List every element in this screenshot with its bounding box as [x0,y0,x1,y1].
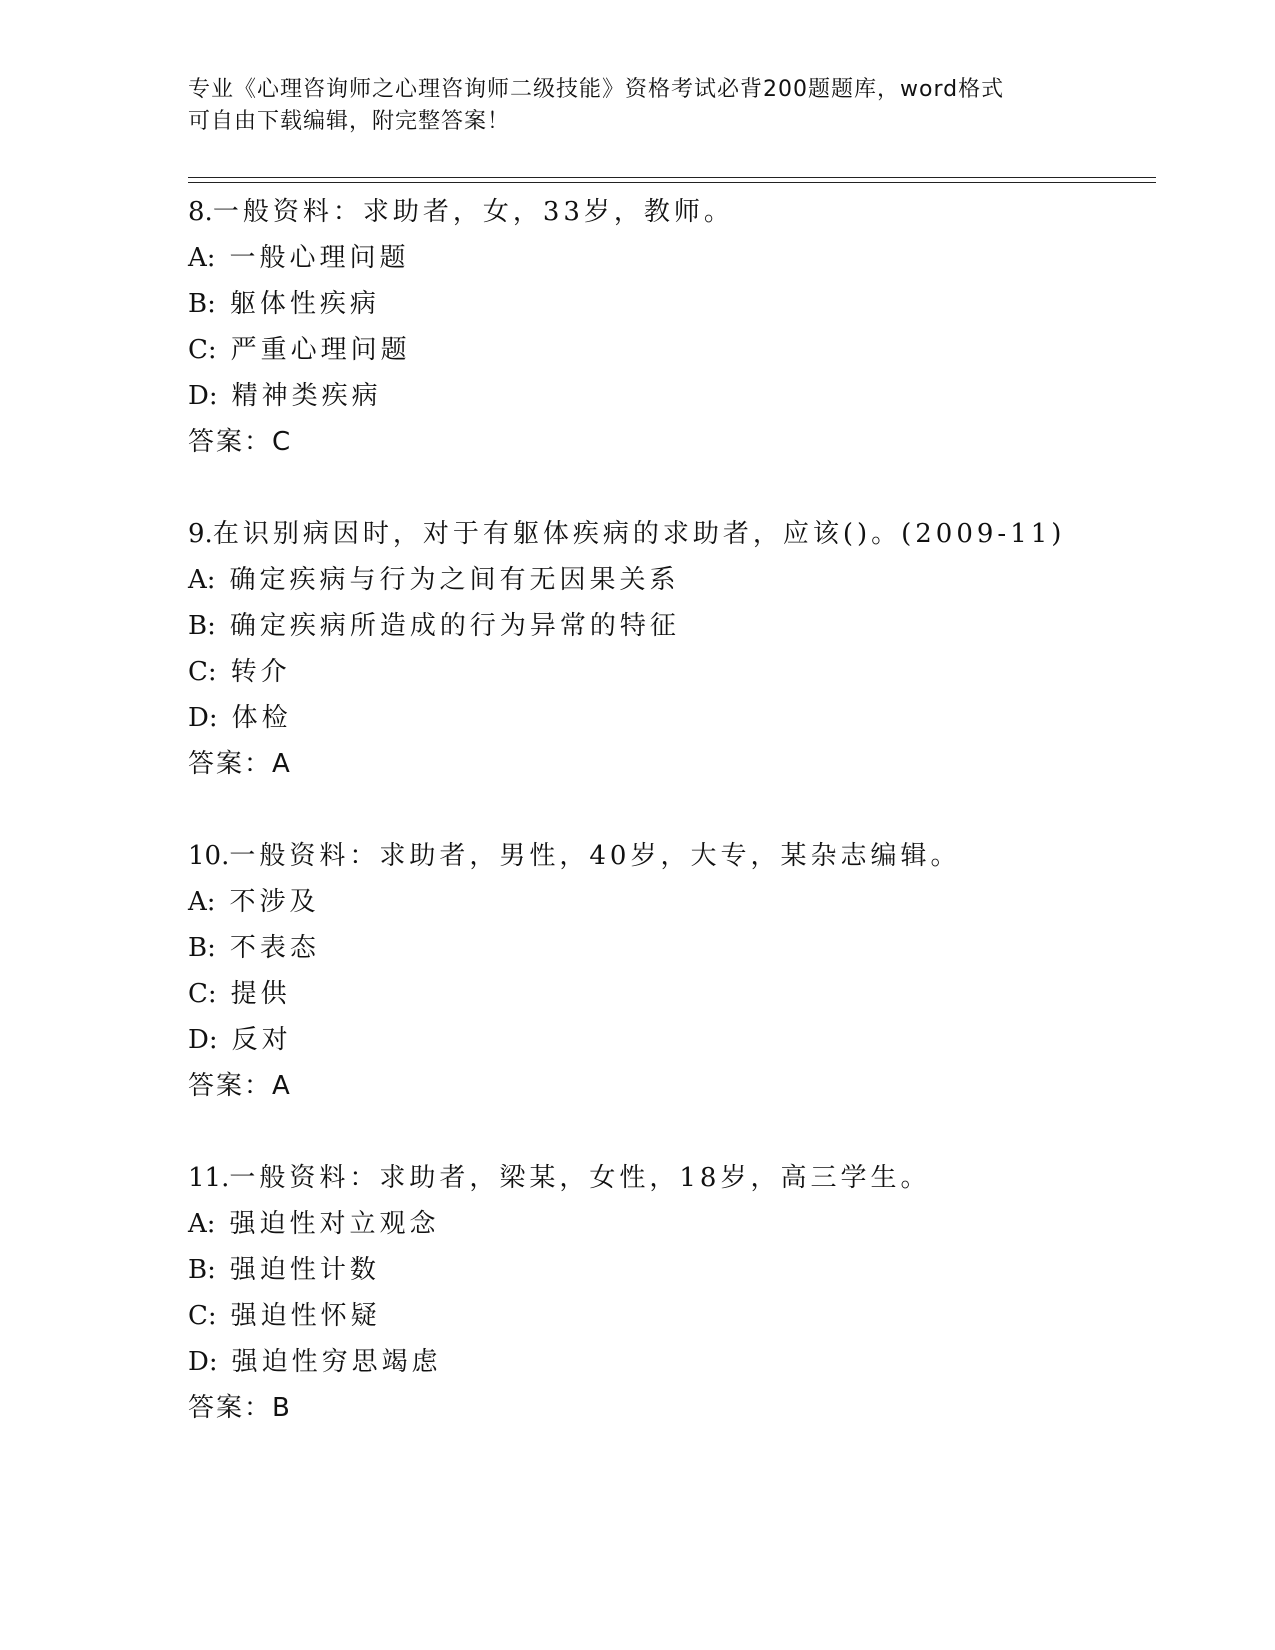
option-text: 提供 [230,979,291,1009]
option-b [188,925,1156,971]
option-key: B [188,611,208,641]
option-key: B [188,933,208,963]
question-stem [188,189,1156,235]
option-key: A [188,243,207,273]
option-text: 不表态 [229,933,320,963]
option-text: 转介 [230,657,291,687]
option-key: B [188,1255,208,1285]
option-a [188,235,1156,281]
option-text: 强迫性怀疑 [230,1301,381,1331]
question-number: 9. [188,519,213,549]
question-stem [188,1155,1156,1201]
answer-line [188,1063,1156,1109]
answer-value: B [272,1393,290,1423]
option-separator: : [207,657,217,687]
option-d [188,695,1156,741]
option-key: B [188,289,208,319]
question-10 [188,833,1156,1109]
option-separator: : [208,1025,218,1055]
answer-value: A [272,1071,290,1101]
answer-label: 答案： [188,427,273,457]
option-key: C [188,1301,208,1331]
option-separator: : [208,703,218,733]
option-separator: : [207,979,217,1009]
question-11 [188,1155,1156,1431]
option-text: 一般心理问题 [229,243,410,273]
question-text: 一般资料：求助者，梁某，女性，18岁，高三学生。 [229,1163,931,1193]
option-separator: : [207,1301,217,1331]
option-text: 强迫性对立观念 [229,1209,440,1239]
option-key: C [188,335,208,365]
question-number: 11. [188,1163,230,1193]
question-number: 8. [188,197,213,227]
answer-label: 答案： [188,1071,273,1101]
option-key: A [188,565,207,595]
option-c [188,327,1156,373]
question-number: 10. [188,841,230,871]
option-text: 体检 [231,703,292,733]
option-b [188,281,1156,327]
option-text: 强迫性计数 [229,1255,380,1285]
answer-label: 答案： [188,749,273,779]
question-list [188,189,1156,1477]
option-b [188,603,1156,649]
option-key: D [188,703,209,733]
answer-line [188,1385,1156,1431]
option-text: 反对 [231,1025,292,1055]
answer-line [188,419,1156,465]
option-c [188,649,1156,695]
question-stem [188,833,1156,879]
option-d [188,1017,1156,1063]
option-separator: : [207,289,216,319]
option-a [188,557,1156,603]
option-c [188,971,1156,1017]
option-text: 躯体性疾病 [229,289,380,319]
option-text: 严重心理问题 [230,335,411,365]
question-text: 一般资料：求助者，男性，40岁，大专，某杂志编辑。 [229,841,961,871]
option-key: C [188,657,208,687]
option-d [188,373,1156,419]
answer-line [188,741,1156,787]
question-text: 一般资料：求助者，女，33岁，教师。 [212,197,734,227]
option-key: C [188,979,208,1009]
answer-value: A [272,749,290,779]
option-a [188,879,1156,925]
answer-label: 答案： [188,1393,273,1423]
option-separator: : [207,1255,216,1285]
option-key: D [188,381,209,411]
option-separator: : [208,381,218,411]
question-9 [188,511,1156,787]
option-c [188,1293,1156,1339]
option-text: 强迫性穷思竭虑 [231,1347,442,1377]
question-8 [188,189,1156,465]
header-divider-bottom [188,182,1156,183]
option-separator: : [208,1347,218,1377]
option-a [188,1201,1156,1247]
option-text: 确定疾病所造成的行为异常的特征 [229,611,680,641]
option-separator: : [206,1209,216,1239]
option-key: A [188,887,207,917]
option-b [188,1247,1156,1293]
option-text: 不涉及 [229,887,320,917]
option-text: 确定疾病与行为之间有无因果关系 [229,565,680,595]
header-line-1: 专业《心理咨询师之心理咨询师二级技能》资格考试必背200题题库，word格式 [188,77,1005,102]
option-text: 精神类疾病 [231,381,382,411]
option-separator: : [207,335,217,365]
option-key: D [188,1347,209,1377]
question-text: 在识别病因时，对于有躯体疾病的求助者，应该()。(2009-11) [212,519,1066,549]
answer-value: C [272,427,291,457]
option-separator: : [206,565,216,595]
option-separator: : [207,933,216,963]
option-key: D [188,1025,209,1055]
option-separator: : [206,243,216,273]
question-stem [188,511,1156,557]
option-d [188,1339,1156,1385]
header-divider-top [188,177,1156,178]
document-header [188,74,1088,138]
option-key: A [188,1209,207,1239]
header-line-2: 可自由下载编辑，附完整答案！ [188,109,511,134]
option-separator: : [207,611,216,641]
option-separator: : [206,887,216,917]
